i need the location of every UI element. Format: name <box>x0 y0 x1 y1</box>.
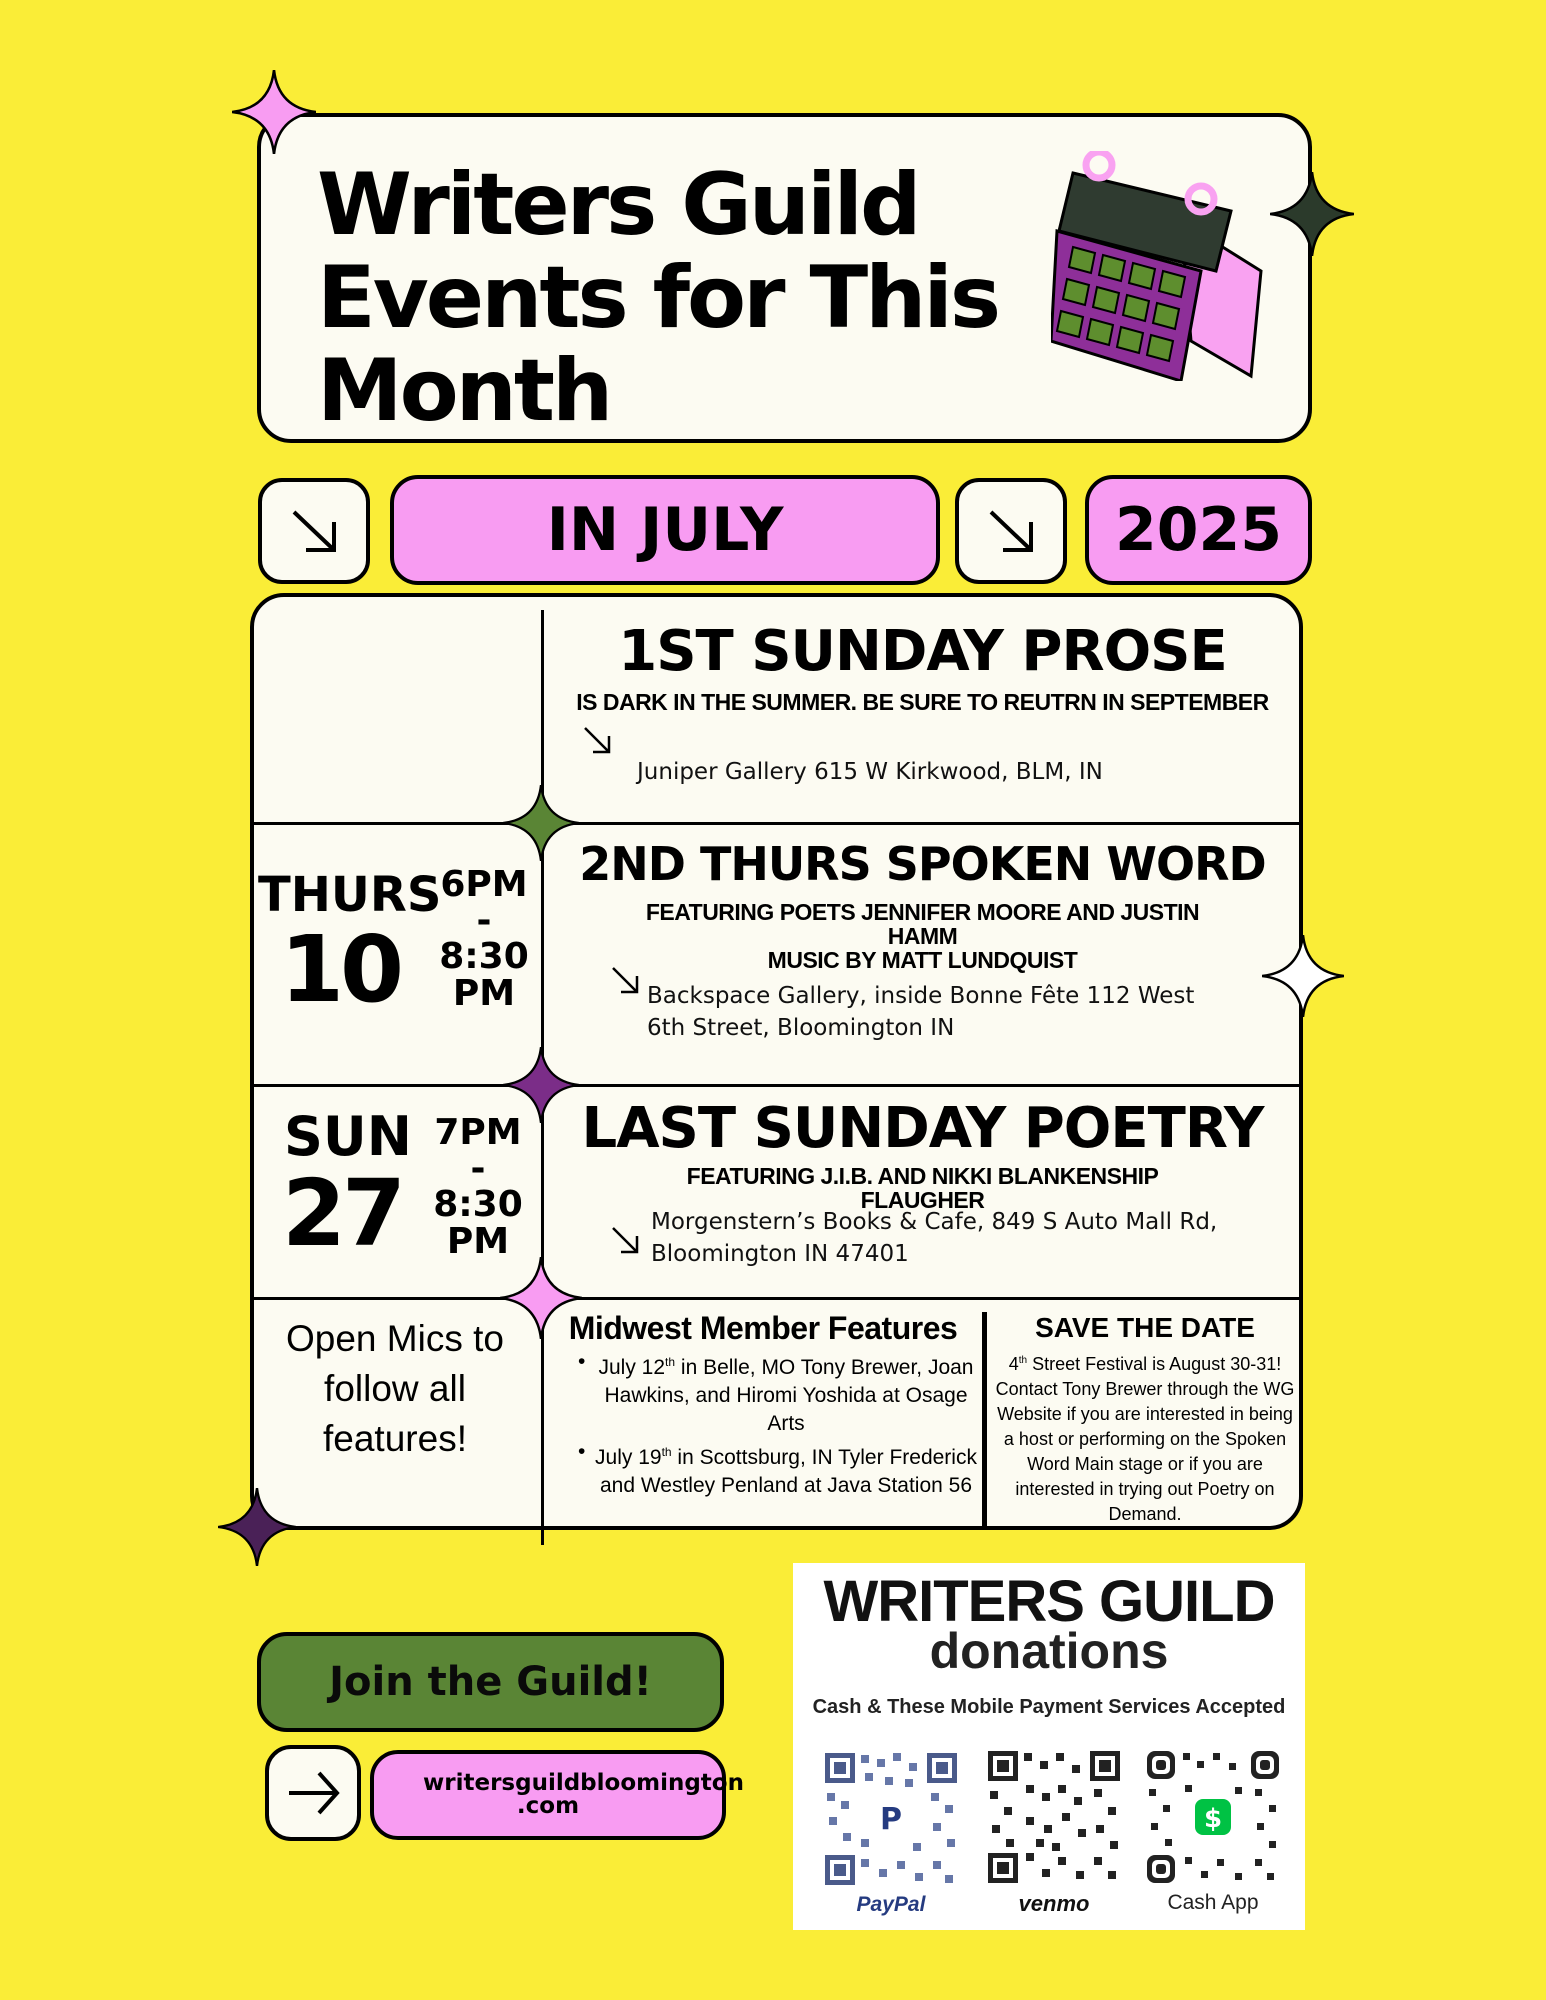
midwest-features <box>548 1308 978 1528</box>
midwest-heading: Midwest Member Features <box>568 1310 958 1346</box>
event-day: SUN <box>284 1105 412 1168</box>
arrow-down-right-icon <box>579 722 615 758</box>
midwest-item: • July 19th in Scottsburg, IN Tyler Frederick and Westley Penland at Java Station 56 <box>578 1440 977 1497</box>
month-banner <box>390 475 940 585</box>
save-the-date-heading: SAVE THE DATE <box>1035 1312 1255 1343</box>
event-time-start: 7PM <box>434 1112 522 1153</box>
event-location: Morgenstern’s Books & Cafe, 849 S Auto Mall Rd, Bloomington IN 47401 <box>651 1209 1218 1267</box>
midwest-item-text: in Belle, MO Tony Brewer, Joan Hawkins, and Hiromi Yoshida at Osage Arts <box>604 1356 974 1435</box>
cashapp-qr-icon <box>1145 1749 1281 1885</box>
year-label: 2025 <box>1115 495 1282 565</box>
month-label: IN JULY <box>546 495 784 565</box>
event-time-separator: - <box>470 1148 486 1189</box>
sparkle-star-icon <box>503 785 579 861</box>
venmo-label: venmo <box>1018 1891 1090 1916</box>
event-music: MUSIC BY MATT LUNDQUIST <box>767 947 1078 973</box>
event-2nd-thurs-spoken-word <box>545 838 1300 1078</box>
event-location: Juniper Gallery 615 W Kirkwood, BLM, IN <box>637 759 1103 785</box>
join-arrow-button[interactable] <box>265 1745 361 1841</box>
midwest-item: • July 12th in Belle, MO Tony Brewer, Joan Hawkins, and Hiromi Yoshida at Osage Arts <box>578 1350 974 1435</box>
paypal-qr[interactable] <box>821 1749 961 1889</box>
page-title: Writers Guild Events for This Month <box>317 155 999 441</box>
grid-divider <box>252 822 1302 825</box>
event-last-sunday-poetry <box>545 1096 1300 1292</box>
paypal-qr-icon <box>821 1749 961 1889</box>
sparkle-star-icon <box>503 1047 579 1123</box>
website-url: writersguildbloomington .com <box>423 1770 744 1819</box>
save-the-date <box>992 1310 1298 1526</box>
svg-text:$: $ <box>1203 1804 1223 1834</box>
venmo-qr[interactable] <box>986 1749 1122 1885</box>
event-time-separator: - <box>476 900 492 941</box>
event-time-end: 8:30 PM <box>433 1184 523 1262</box>
join-guild-button[interactable] <box>257 1632 724 1732</box>
paypal-label: PayPal <box>856 1893 926 1916</box>
arrow-box-right <box>955 478 1067 584</box>
event-date: 27 <box>282 1160 403 1267</box>
calendar-icon <box>1051 151 1281 381</box>
donations-card <box>793 1563 1305 1930</box>
event-subtitle: IS DARK IN THE SUMMER. BE SURE TO REUTRN IN SEPTEMBER <box>576 689 1269 715</box>
midwest-item-date: July 12 <box>598 1356 666 1379</box>
website-link[interactable] <box>370 1750 744 1840</box>
save-the-date-body: 4th Street Festival is August 30-31! Contact Tony Brewer through the WG Website if you are interested in being a host or performing on the Spoken Word Main stage or if you are interested in trying out Poetry on Demand. <box>995 1354 1295 1524</box>
event-title: 1ST SUNDAY PROSE <box>618 619 1227 684</box>
svg-text:P: P <box>880 1802 902 1837</box>
event-title: LAST SUNDAY POETRY <box>581 1096 1264 1161</box>
event-time-start: 6PM <box>440 864 528 905</box>
event-1st-sunday-prose <box>545 619 1300 817</box>
open-mics-note: Open Mics to follow all features! <box>286 1318 504 1459</box>
midwest-item-date: July 19 <box>595 1446 662 1469</box>
arrow-box-left <box>258 478 370 584</box>
midwest-item-text: in Scottsburg, IN Tyler Frederick and Westley Penland at Java Station 56 <box>599 1446 977 1497</box>
arrow-down-right-icon <box>959 482 1063 580</box>
arrow-down-right-icon <box>607 962 643 998</box>
event-title: 2ND THURS SPOKEN WORD <box>579 837 1266 891</box>
sparkle-star-icon <box>500 1257 582 1339</box>
event-date-block <box>256 1094 540 1294</box>
sparkle-star-icon <box>218 1488 296 1566</box>
cashapp-qr[interactable] <box>1145 1749 1281 1885</box>
grid-divider <box>252 1297 1302 1300</box>
arrow-down-right-icon <box>607 1222 643 1258</box>
arrow-down-right-icon <box>262 482 366 580</box>
grid-divider <box>982 1312 987 1528</box>
venmo-qr-icon <box>986 1749 1122 1885</box>
sparkle-star-icon <box>1262 935 1344 1017</box>
event-date-block <box>256 832 540 1082</box>
event-day: THURS <box>258 867 442 923</box>
sparkle-star-icon <box>1270 172 1354 256</box>
event-subtitle: FEATURING POETS JENNIFER MOORE AND JUSTIN HAMM <box>645 899 1200 949</box>
donations-accepted: Cash & These Mobile Payment Services Accepted <box>812 1696 1286 1718</box>
grid-divider <box>252 1084 1302 1087</box>
sparkle-star-icon <box>232 70 316 154</box>
event-date: 10 <box>280 916 401 1023</box>
donations-heading: WRITERS GUILD <box>823 1569 1275 1634</box>
event-location: Backspace Gallery, inside Bonne Fête 112 West 6th Street, Bloomington IN <box>647 983 1195 1041</box>
year-banner <box>1085 475 1312 585</box>
cashapp-label: Cash App <box>1167 1891 1259 1914</box>
event-time-end: 8:30 PM <box>439 936 529 1014</box>
header-card <box>257 113 1312 443</box>
donations-subheading: donations <box>929 1623 1169 1679</box>
event-subtitle: FEATURING J.I.B. AND NIKKI BLANKENSHIP FLAUGHER <box>686 1163 1159 1213</box>
arrow-right-icon <box>269 1749 357 1837</box>
join-guild-label: Join the Guild! <box>329 1659 652 1705</box>
